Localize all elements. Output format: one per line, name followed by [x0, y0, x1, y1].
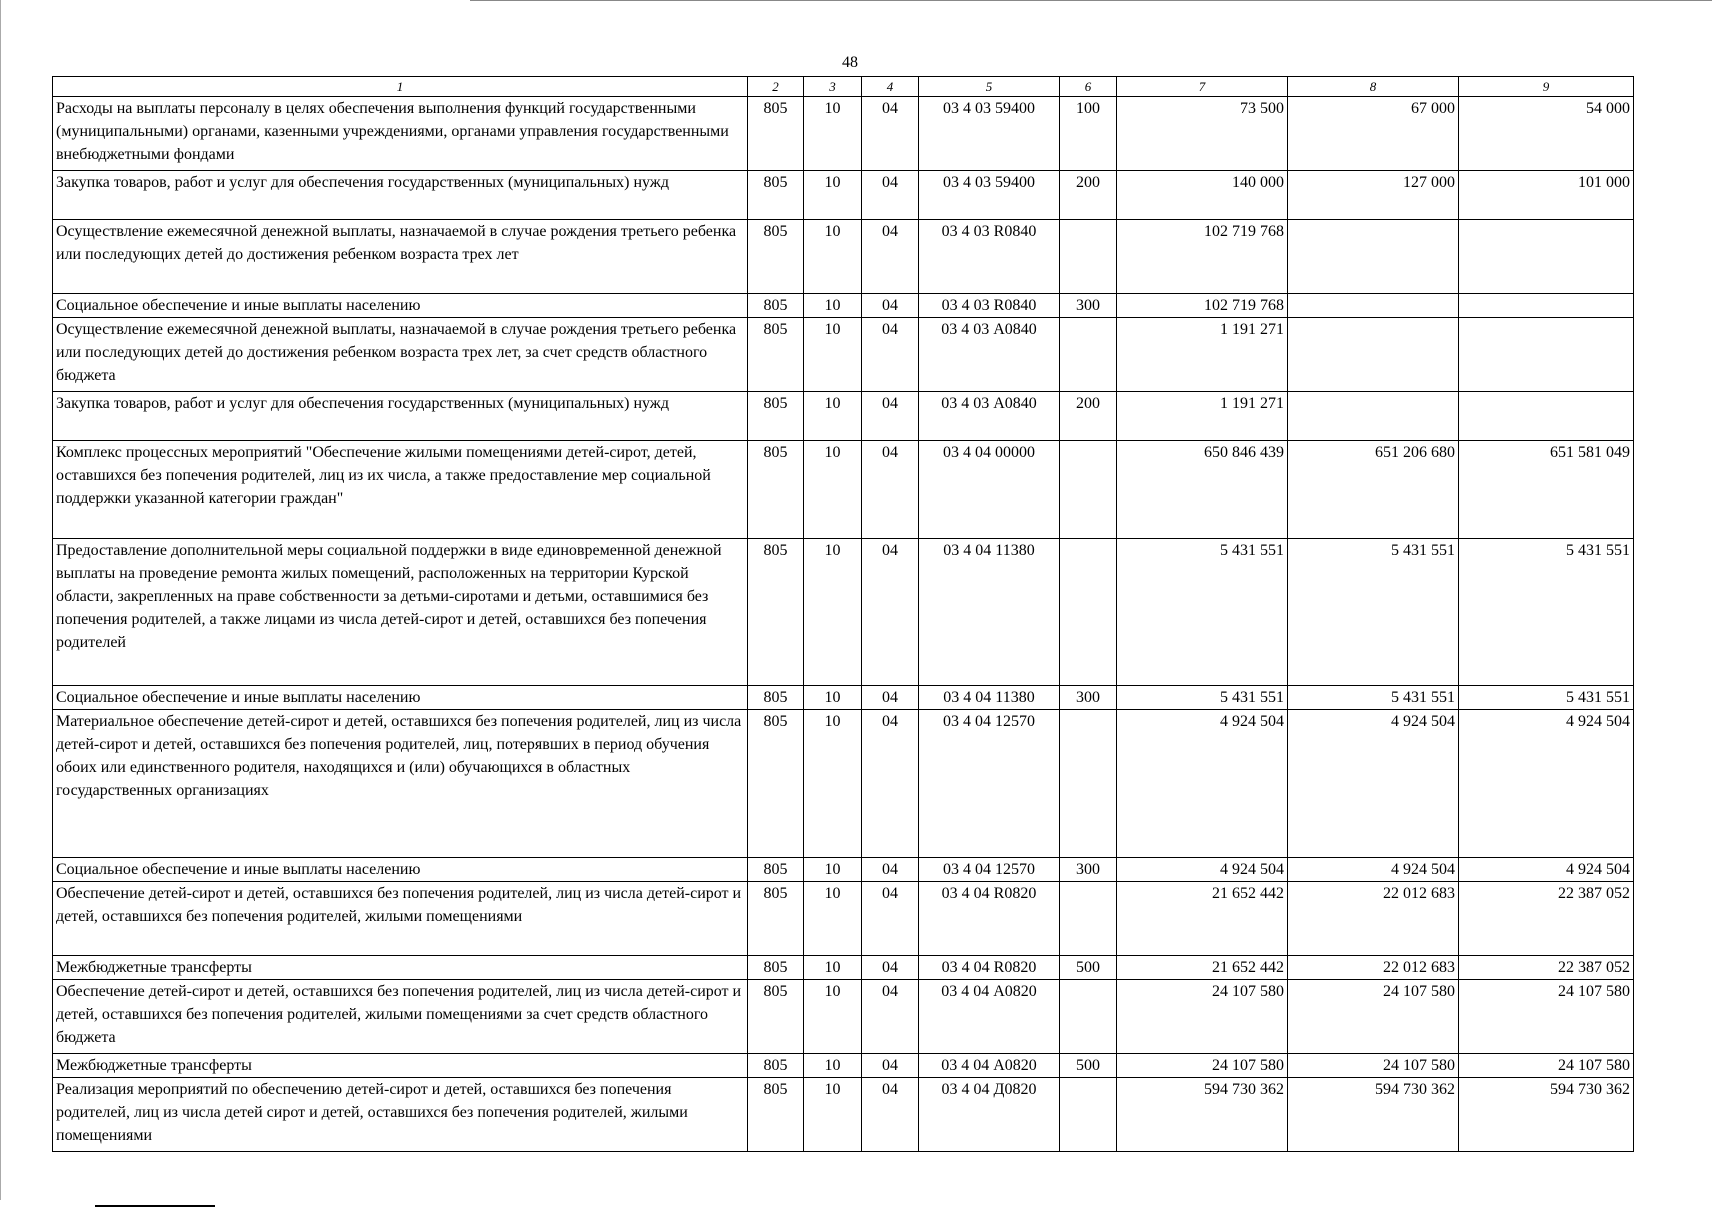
row-name: Социальное обеспечение и иные выплаты населению [53, 686, 748, 710]
row-section: 10 [804, 220, 862, 294]
col-header-5: 5 [919, 77, 1060, 97]
row-name: Межбюджетные трансферты [53, 1054, 748, 1078]
table-row [53, 220, 1634, 294]
row-expense-type [1060, 441, 1117, 539]
row-amount-col9: 4 924 504 [1459, 858, 1634, 882]
row-amount-col9 [1459, 294, 1634, 318]
col-header-9: 9 [1459, 77, 1634, 97]
row-subsection: 04 [862, 882, 919, 956]
row-ved-code: 805 [748, 294, 804, 318]
row-amount-col8: 594 730 362 [1288, 1078, 1459, 1152]
row-amount-col7: 21 652 442 [1117, 882, 1288, 956]
col-header-2: 2 [748, 77, 804, 97]
row-amount-col8: 24 107 580 [1288, 1054, 1459, 1078]
row-expense-type: 100 [1060, 97, 1117, 171]
row-target-article: 03 4 04 А0820 [919, 980, 1060, 1054]
col-header-8: 8 [1288, 77, 1459, 97]
row-name: Обеспечение детей-сирот и детей, оставшихся без попечения родителей, лиц из числа детей-сирот и детей, оставшихся без попечения родителей, жилыми помещениями за счет средств областного бюджета [53, 980, 748, 1054]
row-name: Социальное обеспечение и иные выплаты населению [53, 294, 748, 318]
col-header-6: 6 [1060, 77, 1117, 97]
row-target-article: 03 4 03 R0840 [919, 220, 1060, 294]
col-header-7: 7 [1117, 77, 1288, 97]
row-amount-col9 [1459, 220, 1634, 294]
row-amount-col9: 101 000 [1459, 171, 1634, 220]
row-section: 10 [804, 882, 862, 956]
row-target-article: 03 4 04 12570 [919, 858, 1060, 882]
table-row [53, 1054, 1634, 1078]
row-expense-type: 300 [1060, 686, 1117, 710]
row-name: Межбюджетные трансферты [53, 956, 748, 980]
table-header [53, 77, 1634, 97]
row-amount-col9: 22 387 052 [1459, 956, 1634, 980]
page-number: 48 [842, 54, 858, 71]
row-amount-col8: 4 924 504 [1288, 858, 1459, 882]
row-name: Закупка товаров, работ и услуг для обеспечения государственных (муниципальных) нужд [53, 392, 748, 441]
row-subsection: 04 [862, 294, 919, 318]
row-amount-col8: 22 012 683 [1288, 956, 1459, 980]
row-ved-code: 805 [748, 858, 804, 882]
table-row [53, 318, 1634, 392]
row-ved-code: 805 [748, 97, 804, 171]
row-target-article: 03 4 04 00000 [919, 441, 1060, 539]
scan-left-edge [0, 0, 1, 1200]
row-name: Расходы на выплаты персоналу в целях обеспечения выполнения функций государственными (муниципальными) органами, казенными учреждениями, органами управления государственными внебюджетными фондами [53, 97, 748, 171]
row-section: 10 [804, 539, 862, 686]
row-amount-col9: 54 000 [1459, 97, 1634, 171]
row-expense-type [1060, 318, 1117, 392]
row-amount-col8: 4 924 504 [1288, 710, 1459, 858]
row-amount-col8: 67 000 [1288, 97, 1459, 171]
row-subsection: 04 [862, 318, 919, 392]
row-subsection: 04 [862, 539, 919, 686]
row-amount-col9: 594 730 362 [1459, 1078, 1634, 1152]
row-amount-col8 [1288, 220, 1459, 294]
row-amount-col7: 5 431 551 [1117, 539, 1288, 686]
row-ved-code: 805 [748, 171, 804, 220]
row-amount-col8 [1288, 392, 1459, 441]
row-amount-col7: 1 191 271 [1117, 318, 1288, 392]
row-amount-col7: 4 924 504 [1117, 710, 1288, 858]
row-amount-col9 [1459, 392, 1634, 441]
row-amount-col7: 102 719 768 [1117, 294, 1288, 318]
row-ved-code: 805 [748, 1078, 804, 1152]
row-section: 10 [804, 171, 862, 220]
row-expense-type: 200 [1060, 171, 1117, 220]
row-amount-col7: 73 500 [1117, 97, 1288, 171]
row-name: Комплекс процессных мероприятий "Обеспечение жилыми помещениями детей-сирот, детей, оставшихся без попечения родителей, лиц из их числа, а также предоставление мер социальной поддержки указанной категории граждан" [53, 441, 748, 539]
row-target-article: 03 4 03 А0840 [919, 392, 1060, 441]
row-amount-col9: 24 107 580 [1459, 980, 1634, 1054]
scan-top-edge [470, 0, 1712, 1]
row-target-article: 03 4 03 59400 [919, 171, 1060, 220]
budget-table [52, 76, 1634, 1152]
row-name: Обеспечение детей-сирот и детей, оставшихся без попечения родителей, лиц из числа детей-сирот и детей, оставшихся без попечения родителей, жилыми помещениями [53, 882, 748, 956]
row-section: 10 [804, 97, 862, 171]
row-target-article: 03 4 04 R0820 [919, 956, 1060, 980]
row-amount-col9 [1459, 318, 1634, 392]
row-amount-col8: 22 012 683 [1288, 882, 1459, 956]
table-row [53, 858, 1634, 882]
row-amount-col9: 22 387 052 [1459, 882, 1634, 956]
row-ved-code: 805 [748, 980, 804, 1054]
row-amount-col7: 140 000 [1117, 171, 1288, 220]
row-amount-col7: 24 107 580 [1117, 1054, 1288, 1078]
row-expense-type: 200 [1060, 392, 1117, 441]
row-ved-code: 805 [748, 956, 804, 980]
row-section: 10 [804, 1054, 862, 1078]
row-subsection: 04 [862, 1054, 919, 1078]
row-amount-col7: 4 924 504 [1117, 858, 1288, 882]
col-header-1: 1 [53, 77, 748, 97]
row-target-article: 03 4 04 А0820 [919, 1054, 1060, 1078]
row-amount-col8: 651 206 680 [1288, 441, 1459, 539]
row-subsection: 04 [862, 956, 919, 980]
row-section: 10 [804, 1078, 862, 1152]
header-row [53, 77, 1634, 97]
row-section: 10 [804, 710, 862, 858]
row-ved-code: 805 [748, 686, 804, 710]
row-amount-col7: 594 730 362 [1117, 1078, 1288, 1152]
row-name: Социальное обеспечение и иные выплаты населению [53, 858, 748, 882]
row-amount-col8: 5 431 551 [1288, 686, 1459, 710]
row-amount-col9: 4 924 504 [1459, 710, 1634, 858]
row-ved-code: 805 [748, 539, 804, 686]
table-row [53, 97, 1634, 171]
row-section: 10 [804, 392, 862, 441]
row-subsection: 04 [862, 441, 919, 539]
row-subsection: 04 [862, 686, 919, 710]
table-row [53, 392, 1634, 441]
row-name: Реализация мероприятий по обеспечению детей-сирот и детей, оставшихся без попечения родителей, лиц из числа детей сирот и детей, оставшихся без попечения родителей, жилыми помещениями [53, 1078, 748, 1152]
row-target-article: 03 4 04 11380 [919, 539, 1060, 686]
row-amount-col9: 651 581 049 [1459, 441, 1634, 539]
row-name: Осуществление ежемесячной денежной выплаты, назначаемой в случае рождения третьего ребенка или последующих детей до достижения ребенком возраста трех лет [53, 220, 748, 294]
row-section: 10 [804, 441, 862, 539]
row-target-article: 03 4 04 11380 [919, 686, 1060, 710]
row-ved-code: 805 [748, 318, 804, 392]
row-subsection: 04 [862, 980, 919, 1054]
table-row [53, 956, 1634, 980]
row-section: 10 [804, 686, 862, 710]
row-expense-type [1060, 1078, 1117, 1152]
row-subsection: 04 [862, 858, 919, 882]
row-expense-type [1060, 710, 1117, 858]
row-amount-col9: 5 431 551 [1459, 539, 1634, 686]
row-target-article: 03 4 04 Д0820 [919, 1078, 1060, 1152]
table-row [53, 686, 1634, 710]
table-row [53, 539, 1634, 686]
row-subsection: 04 [862, 171, 919, 220]
table-row [53, 882, 1634, 956]
row-amount-col8 [1288, 294, 1459, 318]
row-ved-code: 805 [748, 710, 804, 858]
table-row [53, 294, 1634, 318]
row-amount-col7: 102 719 768 [1117, 220, 1288, 294]
table-body [53, 97, 1634, 1152]
row-subsection: 04 [862, 710, 919, 858]
row-expense-type: 500 [1060, 956, 1117, 980]
row-target-article: 03 4 04 R0820 [919, 882, 1060, 956]
row-subsection: 04 [862, 97, 919, 171]
col-header-3: 3 [804, 77, 862, 97]
row-expense-type [1060, 220, 1117, 294]
row-amount-col8: 24 107 580 [1288, 980, 1459, 1054]
table-row [53, 980, 1634, 1054]
row-amount-col7: 650 846 439 [1117, 441, 1288, 539]
row-amount-col9: 5 431 551 [1459, 686, 1634, 710]
row-target-article: 03 4 03 59400 [919, 97, 1060, 171]
table-row [53, 441, 1634, 539]
table-row [53, 710, 1634, 858]
row-amount-col7: 1 191 271 [1117, 392, 1288, 441]
row-subsection: 04 [862, 392, 919, 441]
row-section: 10 [804, 858, 862, 882]
row-amount-col8 [1288, 318, 1459, 392]
row-target-article: 03 4 03 А0840 [919, 318, 1060, 392]
row-name: Материальное обеспечение детей-сирот и детей, оставшихся без попечения родителей, лиц из числа детей-сирот и детей, оставшихся без попечения родителей, лиц, потерявших в период обучения обоих или единственного родителя, находящихся и (или) обучающихся в областных государственных организациях [53, 710, 748, 858]
row-name: Предоставление дополнительной меры социальной поддержки в виде единовременной денежной выплаты на проведение ремонта жилых помещений, расположенных на территории Курской области, закрепленных на праве собственности за детьми-сиротами и детьми, оставшимися без попечения родителей, а также лицами из числа детей-сирот и детей, оставшихся без попечения родителей [53, 539, 748, 686]
row-subsection: 04 [862, 220, 919, 294]
row-expense-type: 500 [1060, 1054, 1117, 1078]
row-expense-type [1060, 882, 1117, 956]
row-name: Осуществление ежемесячной денежной выплаты, назначаемой в случае рождения третьего ребенка или последующих детей до достижения ребенком возраста трех лет, за счет средств областного бюджета [53, 318, 748, 392]
row-ved-code: 805 [748, 882, 804, 956]
row-ved-code: 805 [748, 392, 804, 441]
row-name: Закупка товаров, работ и услуг для обеспечения государственных (муниципальных) нужд [53, 171, 748, 220]
row-section: 10 [804, 980, 862, 1054]
row-expense-type [1060, 980, 1117, 1054]
row-amount-col8: 5 431 551 [1288, 539, 1459, 686]
row-amount-col7: 5 431 551 [1117, 686, 1288, 710]
row-amount-col7: 21 652 442 [1117, 956, 1288, 980]
row-expense-type: 300 [1060, 294, 1117, 318]
row-ved-code: 805 [748, 441, 804, 539]
row-subsection: 04 [862, 1078, 919, 1152]
row-amount-col7: 24 107 580 [1117, 980, 1288, 1054]
row-expense-type [1060, 539, 1117, 686]
row-section: 10 [804, 318, 862, 392]
row-amount-col9: 24 107 580 [1459, 1054, 1634, 1078]
row-section: 10 [804, 294, 862, 318]
row-amount-col8: 127 000 [1288, 171, 1459, 220]
row-section: 10 [804, 956, 862, 980]
col-header-4: 4 [862, 77, 919, 97]
row-expense-type: 300 [1060, 858, 1117, 882]
row-ved-code: 805 [748, 220, 804, 294]
row-ved-code: 805 [748, 1054, 804, 1078]
table-row [53, 1078, 1634, 1152]
row-target-article: 03 4 04 12570 [919, 710, 1060, 858]
row-target-article: 03 4 03 R0840 [919, 294, 1060, 318]
table-row [53, 171, 1634, 220]
